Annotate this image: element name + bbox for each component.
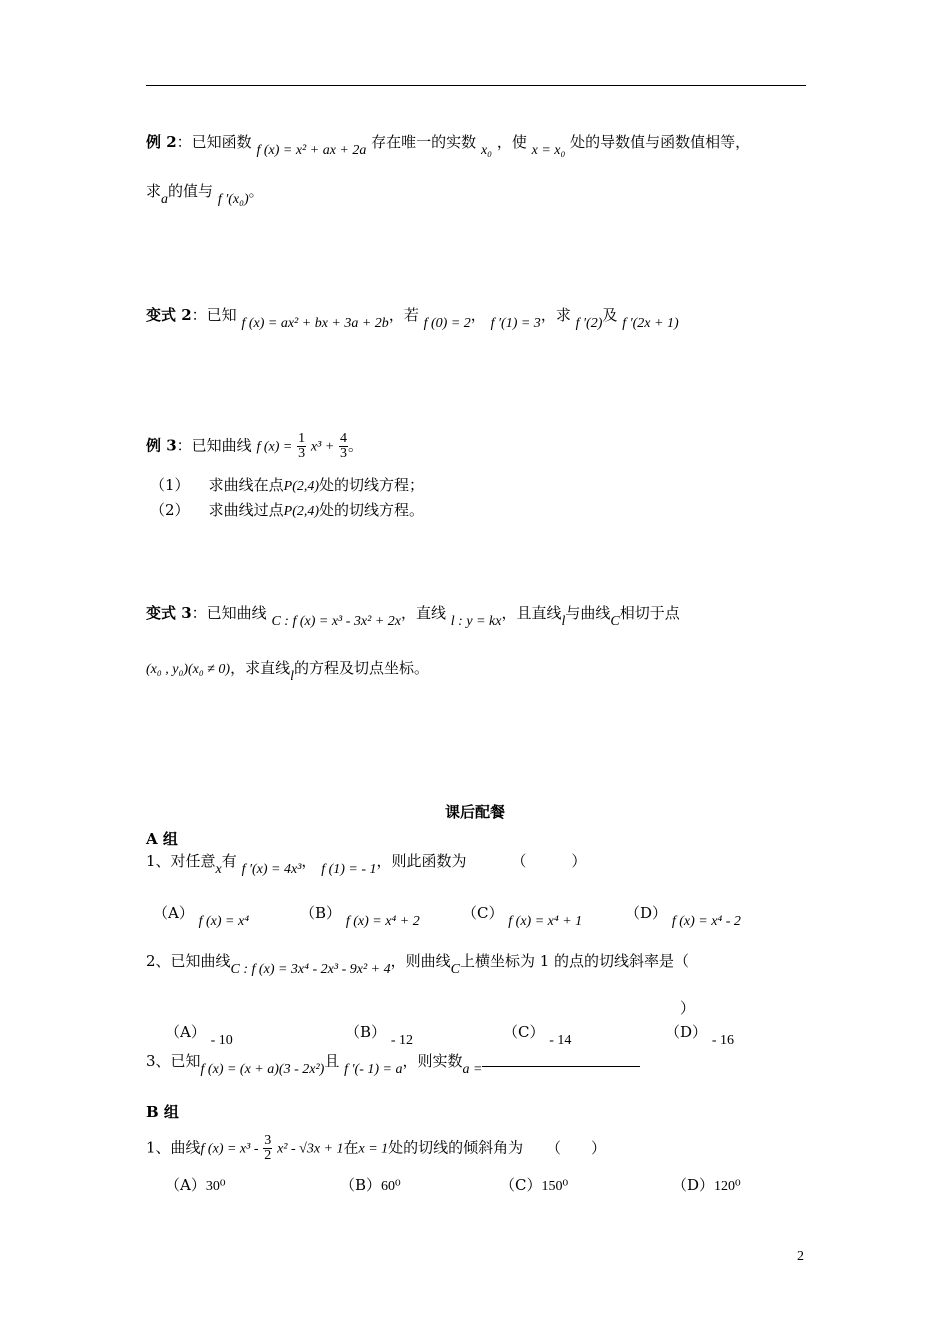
variant-2-label: 变式 2 <box>146 306 192 324</box>
example-2-line2: 求a的值与 f ′(x₀)。 <box>146 182 264 207</box>
example-3-line: 例 3：已知曲线 f (x) = $\frac{1}{3}$ x³ + $\frac{4}{3}$ 。 <box>146 431 364 461</box>
header-rule <box>146 85 806 86</box>
a2-close-paren: ） <box>680 999 696 1017</box>
a2-option-b[interactable]: （B） - 12 <box>345 1023 413 1048</box>
question-a2: 2、已知曲线C : f (x) = 3x⁴ - 2x³ - 9x² + 4，则曲线C上横坐标为 1 的点的切线斜率是（ <box>146 952 690 977</box>
question-a1: 1、对任意x有 f ′(x) = 4x³， f (1) = - 1，则此函数为 （ ） <box>146 852 587 877</box>
variant-2-line: 变式 2：已知 f (x) = ax² + bx + 3a + 2b，若 f (0) = 2， f ′(1) = 3，求 f ′(2)及 f ′(2x + 1) <box>146 306 679 331</box>
homework-title: 课后配餐 <box>444 803 505 821</box>
a1-option-a[interactable]: （A） f (x) = x⁴ <box>153 904 250 929</box>
example-3-label: 例 3 <box>146 436 177 455</box>
question-a3: 3、已知f (x) = (x + a)(3 - 2x²)且 f ′(- 1) = a，则实数a = <box>146 1050 640 1071</box>
group-b-heading: B 组 <box>146 1103 179 1121</box>
a2-option-d[interactable]: （D） - 16 <box>665 1023 734 1048</box>
example-2-line1: 例 2：已知函数 f (x) = x² + ax + 2a 存在唯一的实数 x₀ ，使 x = x₀ 处的导数值与函数值相等， <box>146 133 751 158</box>
fraction: $\frac{1}{3}$ <box>298 431 306 461</box>
question-b1: 1、曲线f (x) = x³ - $\frac{3}{2}$ x² - √3x + 1在x = 1处的切线的倾斜角为 （ ） <box>146 1133 606 1163</box>
a1-option-c[interactable]: （C） f (x) = x⁴ + 1 <box>462 904 583 929</box>
page-number: 2 <box>797 1249 804 1264</box>
a1-option-b[interactable]: （B） f (x) = x⁴ + 2 <box>300 904 420 929</box>
example-3-q1: （1） 求曲线在点P(2,4)处的切线方程； <box>150 476 425 494</box>
example-2-label: 例 2 <box>146 133 177 151</box>
fraction: $\frac{4}{3}$ <box>340 431 348 461</box>
a2-option-a[interactable]: （A） - 10 <box>165 1023 233 1048</box>
b1-option-c[interactable]: （C）150⁰ <box>500 1176 569 1194</box>
variant-3-line1: 变式 3：已知曲线 C : f (x) = x³ - 3x² + 2x，直线 l : y = kx，且直线l与曲线C相切于点 <box>146 604 680 629</box>
answer-blank[interactable] <box>482 1066 640 1067</box>
example-3-q2: （2） 求曲线过点P(2,4)处的切线方程。 <box>150 501 425 519</box>
a2-option-c[interactable]: （C） - 14 <box>503 1023 572 1048</box>
variant-3-line2: (x₀ , y₀)(x₀ ≠ 0)，求直线l的方程及切点坐标。 <box>146 659 429 684</box>
variant-3-label: 变式 3 <box>146 604 192 622</box>
b1-option-a[interactable]: （A）30⁰ <box>165 1176 226 1194</box>
a1-option-d[interactable]: （D） f (x) = x⁴ - 2 <box>625 904 741 929</box>
fraction: $\frac{3}{2}$ <box>264 1133 272 1163</box>
group-a-heading: A 组 <box>146 830 178 848</box>
example-2-function: f (x) = x² + ax + 2a <box>256 143 367 158</box>
b1-option-d[interactable]: （D）120⁰ <box>672 1176 741 1194</box>
b1-option-b[interactable]: （B）60⁰ <box>340 1176 401 1194</box>
